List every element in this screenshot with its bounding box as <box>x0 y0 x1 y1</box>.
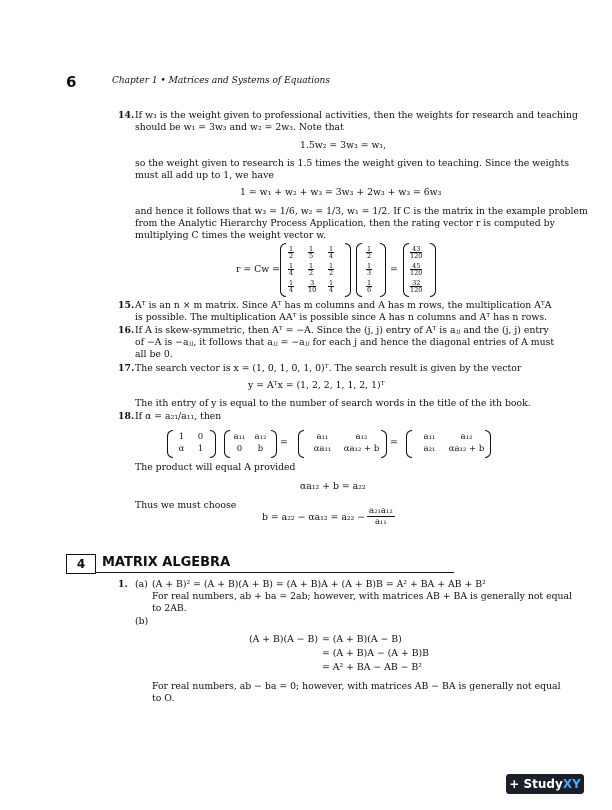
logo-text: Study <box>523 777 563 791</box>
matrix-entry <box>328 263 334 276</box>
text-line: If A is skew-symmetric, then Aᵀ = −A. Since the (j, j) entry of Aᵀ is aⱼⱼ and the (j, j) entry <box>135 325 549 336</box>
text-line: so the weight given to research is 1.5 times the weight given to teaching. Since the weights <box>135 158 570 169</box>
text-line: Thus we must choose <box>135 500 237 511</box>
section-number: 4 <box>66 554 96 574</box>
equation: y = Aᵀx = (1, 2, 2, 1, 1, 2, 1)ᵀ <box>248 380 385 391</box>
matrix-entry: 0 <box>236 444 243 454</box>
fraction-denominator: 4 <box>289 269 294 277</box>
fraction-numerator: 1 <box>309 262 314 270</box>
fraction-denominator: 3 <box>367 269 372 277</box>
fraction-denominator: 4 <box>289 286 294 294</box>
fraction-denominator: 5 <box>309 252 314 260</box>
equation-lhs: (A + B)(A − B) <box>249 634 319 645</box>
text-line: from the Analytic Hierarchy Process Application, then the rating vector r is computed by <box>135 218 555 229</box>
fraction-numerator: 1 <box>329 279 334 287</box>
studyxy-logo <box>506 774 584 794</box>
matrix-entry: 0 <box>197 432 204 442</box>
fraction-numerator: 1 <box>329 262 334 270</box>
fraction-numerator: 45 <box>410 263 422 270</box>
fraction-numerator: a₂₁a₁₂ <box>369 506 393 516</box>
vector-entry <box>366 263 372 276</box>
matrix-entry: a₁₁ <box>233 432 246 442</box>
problem-number: 15. <box>118 300 135 311</box>
equation-rhs: = (A + B)(A − B) <box>322 634 402 645</box>
equation: b = a₂₂ − αa₁₂ = a₂₂ − <box>262 512 366 523</box>
text-line: The search vector is x = (1, 0, 1, 0, 1, 0)ᵀ. The search result is given by the vector <box>135 363 522 374</box>
running-header: Chapter 1 • Matrices and Systems of Equations <box>112 76 330 86</box>
problem-number: 18. <box>118 411 135 422</box>
vector-entry <box>366 280 372 293</box>
section-rule <box>96 572 454 573</box>
text-line: should be w₁ = 3w₃ and w₂ = 2w₃. Note that <box>135 122 344 133</box>
fraction-denominator: a₁₁ <box>374 517 387 527</box>
matrix-entry <box>328 246 334 259</box>
equation: (A + B)² = (A + B)(A + B) = (A + B)A + (A + B)B = A² + BA + AB + B² <box>152 579 486 590</box>
equation: αa₁₂ + b = a₂₂ <box>300 481 366 492</box>
matrix-entry: a₁₂ <box>460 432 473 442</box>
problem-number: 17. <box>118 363 135 374</box>
fraction-numerator: 43 <box>410 246 422 253</box>
matrix-entry: 1 <box>197 444 204 454</box>
vector-entry <box>410 263 422 276</box>
equation-rhs: = A² + BA − AB − B² <box>322 662 422 673</box>
fraction-numerator: 32 <box>410 280 422 287</box>
bracket-right <box>485 430 491 458</box>
vector-entry <box>410 246 422 259</box>
matrix-entry <box>288 263 294 276</box>
fraction-numerator: 1 <box>367 262 372 270</box>
equation-lhs: r = Cw = <box>236 264 280 275</box>
fraction <box>367 506 395 527</box>
text-line: Aᵀ is an n × m matrix. Since Aᵀ has m columns and A has m rows, the multiplication AᵀA <box>135 300 552 311</box>
text-line: For real numbers, ab + ba = 2ab; however, with matrices AB + BA is generally not equal <box>152 591 573 602</box>
bracket-left <box>356 243 362 297</box>
text-line: The ith entry of y is equal to the number of search words in the title of the ith book. <box>135 398 531 409</box>
equation-rhs: = (A + B)A − (A + B)B <box>322 648 429 659</box>
text-line: The product will equal A provided <box>135 462 296 473</box>
problem-number: 1. <box>118 579 128 590</box>
matrix-entry: αa₁₁ <box>313 444 332 454</box>
problem-number: 16. <box>118 325 135 336</box>
fraction-denominator: 120 <box>410 269 423 277</box>
matrix-entry <box>328 280 334 293</box>
fraction-denominator: 120 <box>410 286 423 294</box>
fraction-numerator: 1 <box>329 245 334 253</box>
matrix-entry: a₁₂ <box>355 432 368 442</box>
vector-entry <box>410 280 422 293</box>
bracket-right <box>430 243 436 297</box>
matrix-entry <box>308 280 316 293</box>
matrix-entry: a₁₁ <box>316 432 329 442</box>
matrix-entry: a₁₁ <box>423 432 436 442</box>
fraction-denominator: 4 <box>329 286 334 294</box>
text-line: is possible. The multiplication AAᵀ is possible since A has n columns and Aᵀ has n rows. <box>135 312 548 323</box>
vector-entry <box>366 246 372 259</box>
section-title: MATRIX ALGEBRA <box>102 555 231 570</box>
equation: 1 = w₁ + w₂ + w₃ = 3w₃ + 2w₃ + w₃ = 6w₃ <box>240 187 442 198</box>
equation: 1.5w₂ = 3w₃ = w₁, <box>300 140 387 151</box>
fraction-numerator: 1 <box>289 245 294 253</box>
matrix-entry: a₁₂ <box>254 432 267 442</box>
fraction-denominator: 2 <box>329 269 334 277</box>
text-line: to 2AB. <box>152 603 187 614</box>
bracket-right <box>271 430 277 458</box>
matrix-entry: b <box>257 444 264 454</box>
matrix-entry: a₂₁ <box>423 444 436 454</box>
problem-number: 14. <box>118 110 135 121</box>
fraction-numerator: 1 <box>367 245 372 253</box>
text-line: multiplying C times the weight vector w. <box>135 230 327 241</box>
matrix-entry: αa₁₂ + b <box>343 444 380 454</box>
fraction-denominator: 10 <box>308 286 317 294</box>
matrix-entry <box>308 246 314 259</box>
matrix-entry <box>288 246 294 259</box>
text-line: For real numbers, ab − ba = 0; however, with matrices AB − BA is generally not equal <box>152 681 561 692</box>
text-line: and hence it follows that w₃ = 1/6, w₂ = 1/3, w₁ = 1/2. If C is the matrix in the example problem <box>135 206 588 217</box>
matrix-entry: 1 <box>178 432 185 442</box>
fraction-numerator: 3 <box>308 280 316 287</box>
equals-sign: = <box>390 437 398 448</box>
fraction-numerator: 1 <box>289 279 294 287</box>
fraction-numerator: 1 <box>367 279 372 287</box>
fraction-numerator: 1 <box>289 262 294 270</box>
text-line: to O. <box>152 693 175 704</box>
bracket-left <box>403 243 409 297</box>
matrix-entry <box>288 280 294 293</box>
fraction-denominator: 6 <box>367 286 372 294</box>
matrix-entry: αa₁₂ + b <box>448 444 485 454</box>
bracket-right <box>381 430 387 458</box>
text-line: If w₃ is the weight given to professional activities, then the weights for research and teaching <box>135 110 578 121</box>
part-label: (b) <box>135 616 149 627</box>
text-line: must all add up to 1, we have <box>135 170 274 181</box>
logo-accent: XY <box>562 777 581 791</box>
fraction-denominator: 2 <box>289 252 294 260</box>
bracket-right <box>380 243 386 297</box>
bracket-left <box>280 243 286 297</box>
fraction-numerator: 1 <box>309 245 314 253</box>
text-line: all be 0. <box>135 349 173 360</box>
fraction-denominator: 2 <box>309 269 314 277</box>
fraction-denominator: 120 <box>410 252 423 260</box>
matrix-entry <box>308 263 314 276</box>
equals-sign: = <box>390 264 398 275</box>
page-number: 6 <box>66 73 77 91</box>
part-label: (a) <box>135 579 148 590</box>
bracket-right <box>345 243 351 297</box>
fraction-denominator: 4 <box>329 252 334 260</box>
matrix-entry: α <box>178 444 185 454</box>
bracket-right <box>210 430 216 458</box>
text-line: of −A is −aⱼⱼ, it follows that aⱼⱼ = −aⱼⱼ for each j and hence the diagonal entries of A must <box>135 337 555 348</box>
fraction-denominator: 2 <box>367 252 372 260</box>
equals-sign: = <box>280 437 288 448</box>
text-line: If α = a₂₁/a₁₁, then <box>135 411 222 422</box>
plus-icon: + <box>509 777 520 791</box>
